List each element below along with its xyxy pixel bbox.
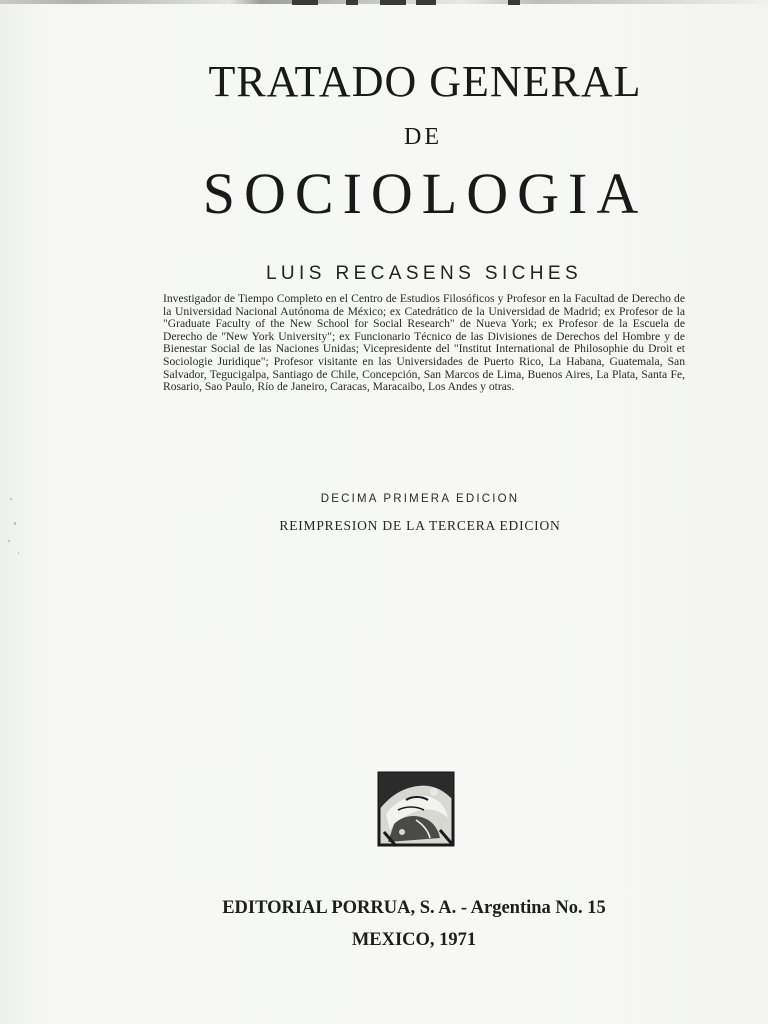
- edition-label: DECIMA PRIMERA EDICION: [320, 493, 520, 505]
- reprint-label: REIMPRESION DE LA TERCERA EDICION: [279, 518, 561, 533]
- paper-speck: [18, 552, 19, 554]
- publisher-name: EDITORIAL PORRUA, S. A. - Argentina No. 15: [222, 898, 606, 918]
- book-title-line-2: SOCIOLOGIA: [202, 161, 648, 226]
- book-title-line-1: TRATADO GENERAL: [208, 57, 642, 106]
- author-name: LUIS RECASENS SICHES: [265, 263, 583, 284]
- top-edge-ink-mark: [346, 0, 358, 5]
- top-edge-ink-mark: [508, 0, 520, 5]
- book-title-connector: DE: [404, 124, 442, 150]
- publisher-emblem-icon: [376, 770, 456, 848]
- paper-speck: [10, 498, 12, 500]
- top-edge-ink-mark: [292, 0, 318, 5]
- paper-speck: [14, 522, 16, 525]
- top-edge-ink-mark: [380, 0, 406, 5]
- publication-city-year: MEXICO, 1971: [351, 930, 477, 950]
- paper-speck: [8, 540, 10, 542]
- top-edge-ink-mark: [416, 0, 436, 5]
- author-biography: Investigador de Tiempo Completo en el Centro de Estudios Filosóficos y Profesor en la Facultad de Derecho de la Universidad Nacional Autónoma de México; ex Catedrático de la Universidad de Madrid; ex Profesor de la "Graduate Faculty of the New School for Social Research" de Nueva York; ex Profesor de la Escuela de Derecho de "New York University"; ex Funcionario Técnico de las Divisiones de Derechos del Hombre y de Bienestar Social de las Naciones Unidas; Vicepresidente del "Institut International de Philosophie du Droit et Sociologie Juridique"; Profesor visitante en las Universidades de Puerto Rico, La Habana, Guatemala, San Salvador, Tegucigalpa, Santiago de Chile, Concepción, San Marcos de Lima, Buenos Aires, La Plata, Santa Fe, Rosario, Sao Paulo, Río de Janeiro, Caracas, Maracaibo, Los Andes y otras.: [163, 292, 685, 394]
